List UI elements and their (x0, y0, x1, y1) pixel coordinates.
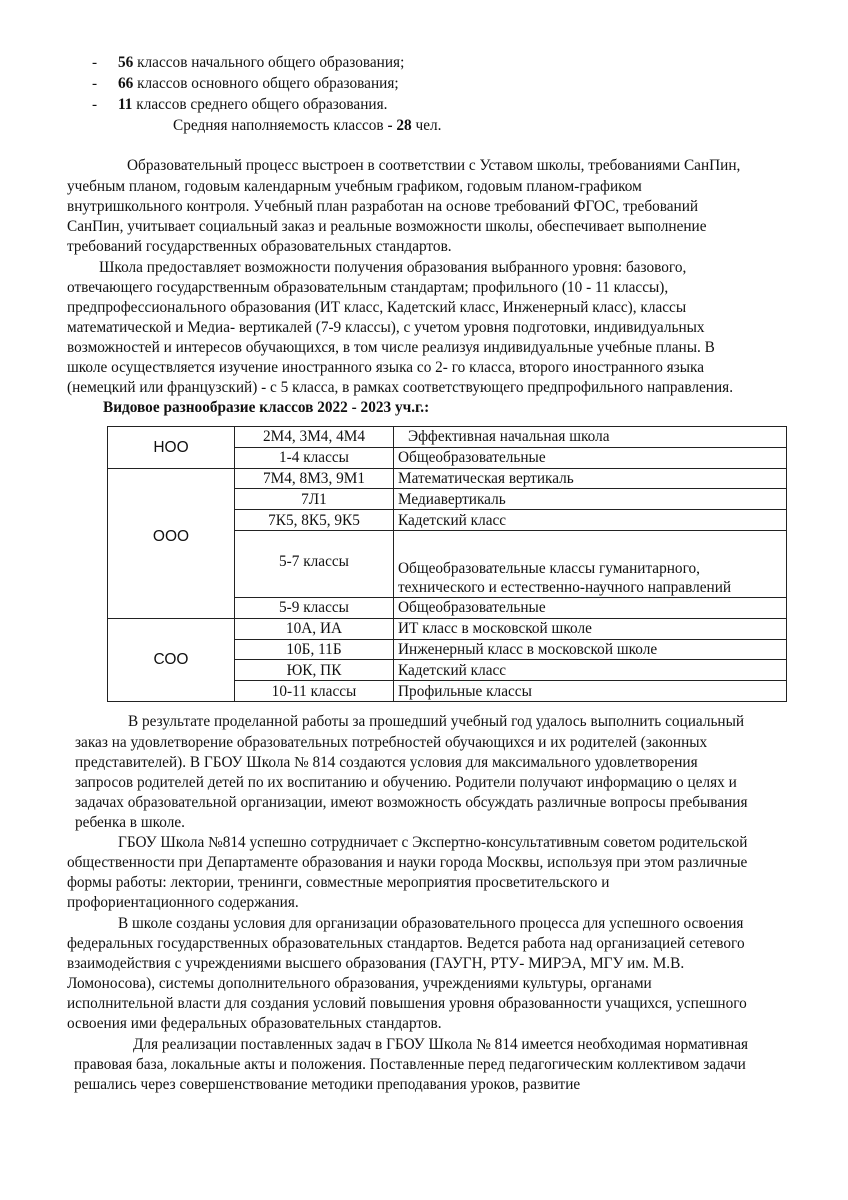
paragraph-line: В результате проделанной работы за прошедший учебный год удалось выполнить социальный (128, 713, 745, 730)
description-cell: Инженерный класс в московской школе (394, 639, 787, 660)
paragraph-line: Школа предоставляет возможности получения образования выбранного уровня: базового, (99, 259, 687, 276)
description-cell: Математическая вертикаль (394, 468, 787, 489)
paragraph-line: исполнительной власти для создания условий повышения уровня образованности учащихся, успешного (67, 995, 747, 1012)
paragraph-line: учебным планом, годовым календарным учебным графиком, годовым планом-графиком (67, 178, 642, 195)
paragraph-line: профориентационного содержания. (67, 894, 299, 911)
description-cell: Эффективная начальная школа (394, 427, 787, 448)
class-cell: 7М4, 8М3, 9М1 (235, 468, 394, 489)
level-ooo: ООО (108, 468, 235, 618)
level-noo: НОО (108, 427, 235, 469)
paragraph-line: СанПин, учитывает социальный заказ и реальные возможности школы, обеспечивает выполнение (67, 218, 707, 235)
paragraph-line: (немецкий или французский) - с 5 класса, в рамках соответствующего предпрофильного направления. (67, 379, 734, 396)
class-cell: 10-11 классы (235, 681, 394, 702)
paragraph-line: решались через совершенствование методики преподавания уроков, развитие (74, 1076, 581, 1093)
paragraph-line: ГБОУ Школа №814 успешно сотрудничает с Экспертно-консультативным советом родительской (118, 834, 748, 851)
description-cell: Кадетский класс (394, 510, 787, 531)
table-heading: Видовое разнообразие классов 2022 - 2023 уч.г.: (103, 399, 430, 416)
level-soo: СОО (108, 618, 235, 701)
paragraph-line: запросов родителей детей по их воспитанию и обучению. Родители получают информацию о целях и (75, 774, 737, 791)
description-cell: ИТ класс в московской школе (394, 618, 787, 639)
paragraph-line: ребенка в школе. (75, 814, 185, 831)
paragraph-line: Ломоносова), системы дополнительного образования, учреждениями культуры, органами (67, 975, 652, 992)
bullet-dash: - (92, 75, 98, 92)
paragraph-line: представителей). В ГБОУ Школа № 814 создаются условия для максимального удовлетворения (75, 754, 698, 771)
description-cell: Кадетский класс (394, 660, 787, 681)
paragraph-line: предпрофессионального образования (ИТ класс, Кадетский класс, Инженерный класс), классы (67, 299, 687, 316)
class-cell: 10Б, 11Б (235, 639, 394, 660)
paragraph-line: формы работы: лектории, тренинги, совместные мероприятия просветительского и (67, 874, 610, 891)
paragraph-line: освоения ими федеральных образовательных стандартов. (67, 1015, 442, 1032)
paragraph-line: требований государственных образовательных стандартов. (67, 238, 452, 255)
paragraph-line: взаимодействия с учреждениями высшего образования (ГАУГН, РТУ- МИРЭА, МГУ им. М.В. (67, 955, 685, 972)
description-cell: Общеобразовательные (394, 447, 787, 468)
paragraph-line: правовая база, локальные акты и положения. Поставленные перед педагогическим коллективом задачи (74, 1056, 746, 1073)
description-cell: Профильные классы (394, 681, 787, 702)
list-item: 11 классов среднего общего образования. (118, 96, 388, 113)
paragraph-line: В школе созданы условия для организации образовательного процесса для успешного освоения (118, 915, 744, 932)
table-row (108, 468, 787, 489)
description-cell: Общеобразовательные (394, 597, 787, 618)
class-cell: 5-7 классы (235, 530, 394, 597)
bullet-dash: - (92, 96, 98, 113)
paragraph-line: Образовательный процесс выстроен в соответствии с Уставом школы, требованиями СанПин, (127, 157, 741, 174)
paragraph-line: школе осуществляется изучение иностранного языка со 2- го класса, второго иностранного языка (67, 359, 705, 376)
paragraph-line: Для реализации поставленных задач в ГБОУ Школа № 814 имеется необходимая нормативная (133, 1036, 749, 1053)
average-class-size: Средняя наполняемость классов - 28 чел. (173, 117, 442, 134)
class-cell: ЮК, ПК (235, 660, 394, 681)
paragraph-line: возможностей и интересов обучающихся, в том числе реализуя индивидуальные учебные планы. В (67, 339, 715, 356)
class-cell: 7К5, 8К5, 9К5 (235, 510, 394, 531)
class-cell: 1-4 классы (235, 447, 394, 468)
class-cell: 10А, ИА (235, 618, 394, 639)
list-item: 66 классов основного общего образования; (118, 75, 399, 92)
paragraph-line: математической и Медиа- вертикалей (7-9 классы), с учетом уровня подготовки, индивидуальных (67, 319, 705, 336)
class-cell: 2М4, 3М4, 4М4 (235, 427, 394, 448)
bullet-dash: - (92, 54, 98, 71)
description-cell: Общеобразовательные классы гуманитарного, технического и естественно-научного направлений (394, 530, 787, 597)
paragraph-line: федеральных государственных образовательных стандартов. Ведется работа над организацией сетевого (67, 935, 745, 952)
paragraph-line: общественности при Департаменте образования и науки города Москвы, используя при этом различные (67, 854, 748, 871)
class-types-table (107, 426, 787, 702)
paragraph-line: заказ на удовлетворение образовательных потребностей обучающихся и их родителей (законных (75, 734, 708, 751)
paragraph-line: задачах образовательной организации, имеют возможность обсуждать различные вопросы пребывания (75, 794, 748, 811)
paragraph-line: отвечающего государственным образовательным стандартам; профильного (10 - 11 классы), (67, 279, 669, 296)
table-row (108, 427, 787, 448)
description-cell: Медиавертикаль (394, 489, 787, 510)
paragraph-line: внутришкольного контроля. Учебный план разработан на основе требований ФГОС, требований (67, 198, 699, 215)
class-cell: 7Л1 (235, 489, 394, 510)
list-item: 56 классов начального общего образования; (118, 54, 405, 71)
table-row (108, 618, 787, 639)
class-cell: 5-9 классы (235, 597, 394, 618)
